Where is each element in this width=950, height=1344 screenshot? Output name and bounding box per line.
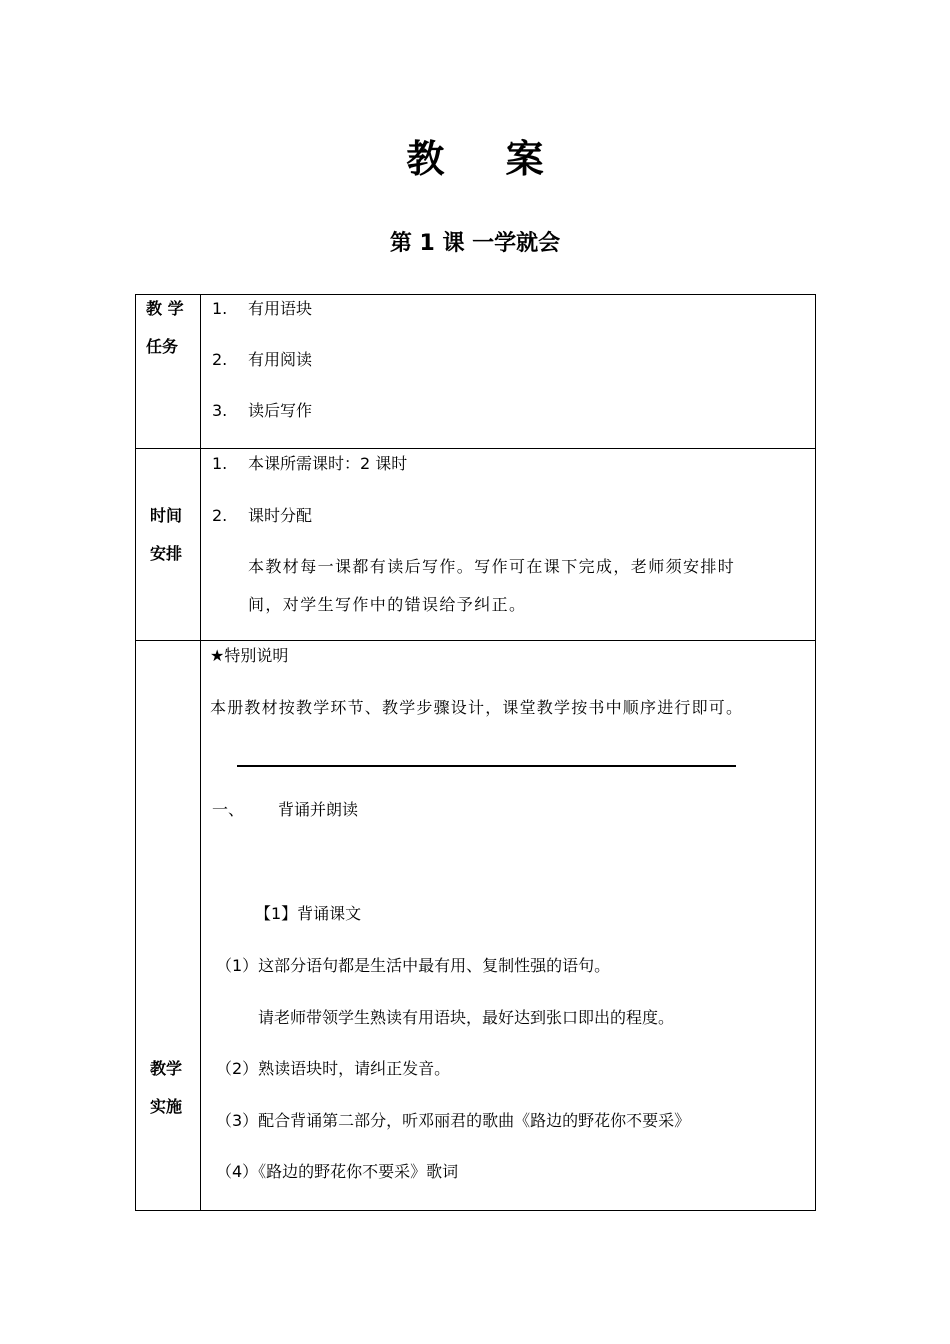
document-title: 教 案	[406, 136, 568, 181]
content-line: （4）《路边的野花你不要采》歌词	[216, 1162, 459, 1181]
table-row-divider	[135, 640, 816, 641]
time-paragraph-line: 本教材每一课都有读后写作。写作可在课下完成，老师须安排时	[248, 557, 736, 576]
content-line: （3）配合背诵第二部分，听邓丽君的歌曲《路边的野花你不要采》	[216, 1111, 691, 1130]
lesson-subtitle: 第 1 课 一学就会	[389, 231, 561, 256]
time-item-text: 课时分配	[248, 506, 313, 525]
task-item-text: 有用语块	[248, 299, 313, 318]
special-note-title: ★特别说明	[210, 646, 289, 665]
special-note-text: 本册教材按教学环节、教学步骤设计，课堂教学按书中顺序进行即可。	[210, 698, 744, 717]
row-label-time-arrangement-line1: 时间	[150, 506, 183, 525]
content-line: （2）熟读语块时，请纠正发音。	[216, 1059, 451, 1078]
row-label-implementation-line1: 教学	[150, 1059, 183, 1078]
content-line: （1）这部分语句都是生活中最有用、复制性强的语句。	[216, 956, 611, 975]
content-line: 请老师带领学生熟读有用语块，最好达到张口即出的程度。	[258, 1008, 675, 1027]
time-item-number: 1.	[212, 454, 228, 473]
task-item-number: 1.	[212, 299, 228, 318]
section-title: 背诵并朗读	[278, 800, 359, 819]
row-label-time-arrangement-line2: 安排	[150, 544, 183, 563]
row-label-implementation-line2: 实施	[150, 1097, 183, 1116]
row-label-teaching-tasks-line1: 教 学	[146, 299, 184, 318]
table-column-divider	[200, 294, 201, 1211]
task-item-text: 读后写作	[248, 401, 313, 420]
task-item-number: 2.	[212, 350, 228, 369]
task-item-text: 有用阅读	[248, 350, 313, 369]
time-item-number: 2.	[212, 506, 228, 525]
time-paragraph-line: 间，对学生写作中的错误给予纠正。	[248, 595, 527, 614]
horizontal-rule	[237, 765, 736, 767]
task-item-number: 3.	[212, 401, 228, 420]
row-label-teaching-tasks-line2: 任务	[146, 337, 179, 356]
sub-heading: 【1】背诵课文	[255, 904, 362, 923]
table-row-divider	[135, 448, 816, 449]
time-item-text: 本课所需课时：2 课时	[248, 454, 408, 473]
section-number: 一、	[212, 800, 245, 819]
